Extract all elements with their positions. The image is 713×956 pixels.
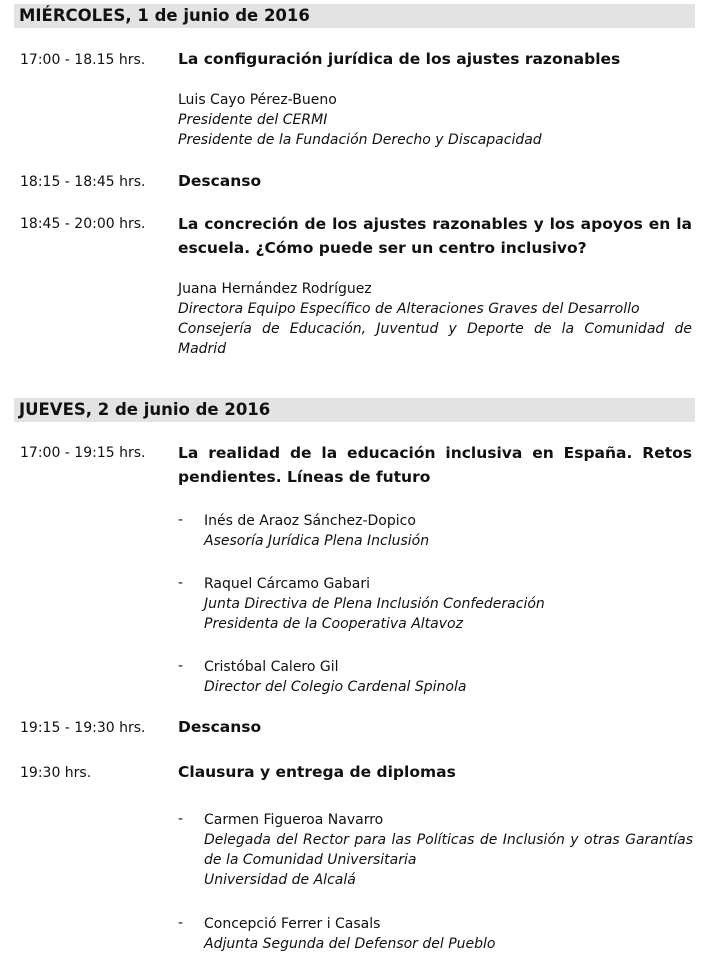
speaker-role: Delegada del Rector para las Políticas de Inclusión y otras Garantías [204,832,693,848]
list-dash: - [178,512,184,528]
list-dash: - [178,915,184,931]
speaker-name: Inés de Araoz Sánchez-Dopico [204,513,416,529]
speaker-role: Adjunta Segunda del Defensor del Pueblo [204,936,496,952]
session-title: Descanso [178,718,262,736]
speaker-block [204,657,466,697]
list-dash: - [178,658,184,674]
speaker-role: Universidad de Alcalá [204,872,356,888]
session-time: 19:15 - 19:30 hrs. [20,720,146,736]
speaker-block [204,574,545,634]
session-title-line: La realidad de la educación inclusiva en España. Retos [178,444,692,462]
day-heading-thursday: JUEVES, 2 de junio de 2016 [14,398,695,422]
day-heading-wednesday: MIÉRCOLES, 1 de junio de 2016 [14,4,695,28]
speaker-role: Presidente del CERMI [178,112,328,128]
session-title-line: escuela. ¿Cómo puede ser un centro inclusivo? [178,239,587,257]
speaker-role: Presidente de la Fundación Derecho y Discapacidad [178,132,542,148]
list-dash: - [178,575,184,591]
list-dash: - [178,811,184,827]
speaker-role: Presidenta de la Cooperativa Altavoz [204,616,463,632]
speaker-role: Director del Colegio Cardenal Spinola [204,679,467,695]
speaker-role: Madrid [178,341,227,357]
session-title [178,212,692,260]
speaker-block [178,279,692,359]
speaker-block [204,914,496,954]
session-title: Descanso [178,172,262,190]
speaker-role: de la Comunidad Universitaria [204,852,417,868]
speaker-name: Raquel Cárcamo Gabari [204,576,370,592]
session-time: 18:15 - 18:45 hrs. [20,174,146,190]
speaker-block [204,511,429,551]
speaker-name: Juana Hernández Rodríguez [178,281,372,297]
speaker-role: Directora Equipo Específico de Alteraciones Graves del Desarrollo [178,301,640,317]
speaker-name: Carmen Figueroa Navarro [204,812,384,828]
session-title-line: pendientes. Líneas de futuro [178,468,431,486]
session-time: 17:00 - 18.15 hrs. [20,52,146,68]
speaker-name: Luis Cayo Pérez-Bueno [178,92,337,108]
speaker-role: Junta Directiva de Plena Inclusión Confederación [204,596,545,612]
session-time: 18:45 - 20:00 hrs. [20,216,146,232]
speaker-role: Consejería de Educación, Juventud y Deporte de la Comunidad de [178,321,692,337]
speaker-name: Concepció Ferrer i Casals [204,916,381,932]
session-title [178,441,692,489]
session-time: 19:30 hrs. [20,765,92,781]
speaker-role: Asesoría Jurídica Plena Inclusión [204,533,430,549]
session-title-line: La concreción de los ajustes razonables y los apoyos en la [178,215,692,233]
speaker-block [204,810,693,890]
speaker-block [178,90,542,150]
speaker-name: Cristóbal Calero Gil [204,659,339,675]
session-time: 17:00 - 19:15 hrs. [20,445,146,461]
session-title: La configuración jurídica de los ajustes razonables [178,50,621,68]
session-title: Clausura y entrega de diplomas [178,763,456,781]
